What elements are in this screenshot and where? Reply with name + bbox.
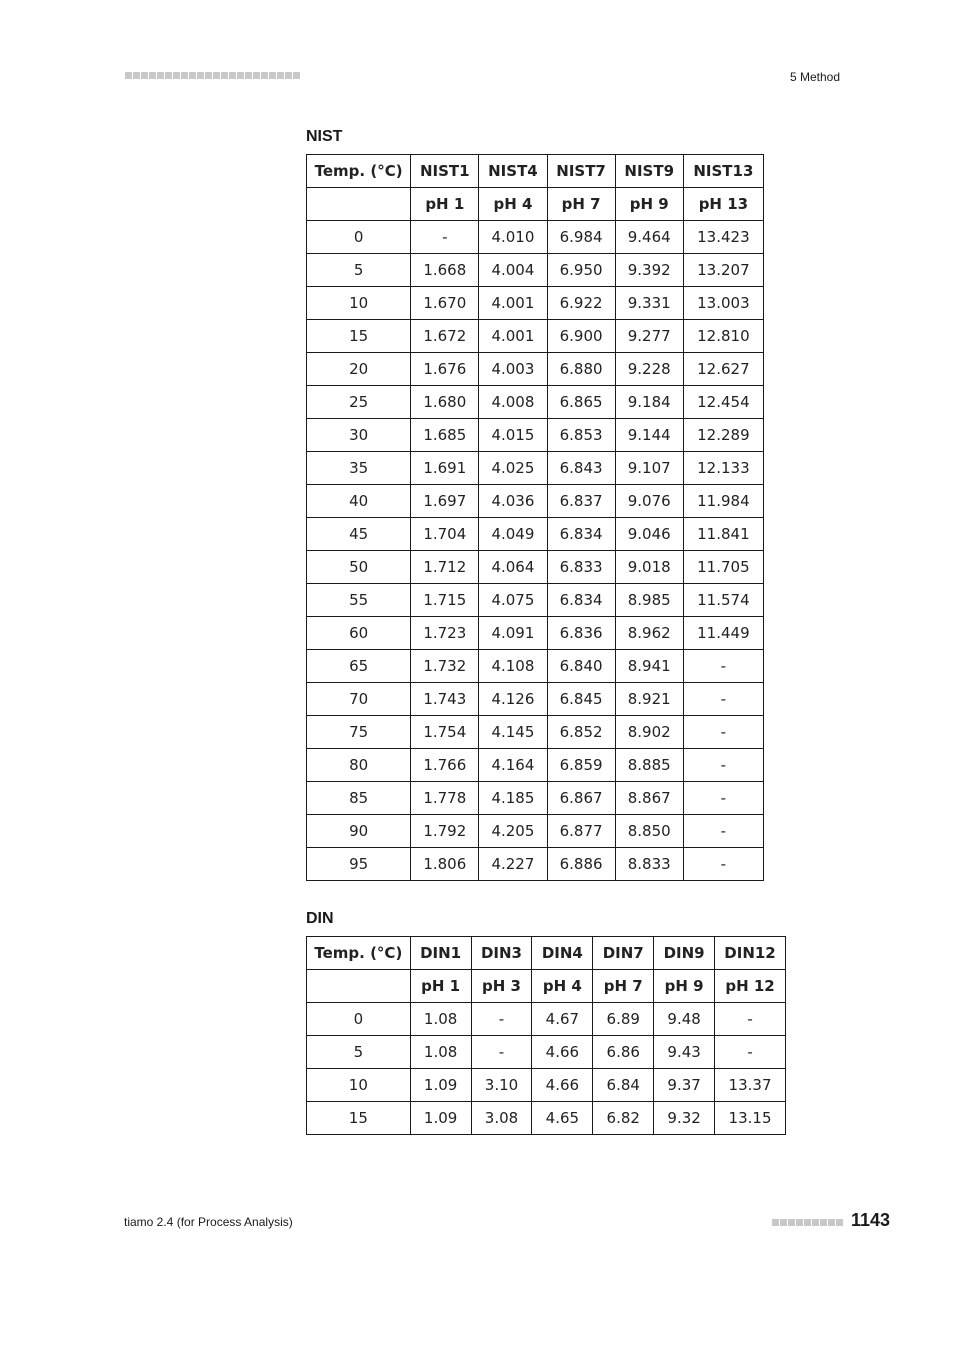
- table-cell: 13.37: [715, 1069, 786, 1102]
- running-header-section: 5 Method: [789, 70, 840, 84]
- table-cell: 11.574: [683, 584, 763, 617]
- table-cell: 1.778: [411, 782, 479, 815]
- table-row: [307, 650, 764, 683]
- table-row: [307, 1036, 786, 1069]
- table-cell: 80: [307, 749, 411, 782]
- table-cell: 6.877: [547, 815, 615, 848]
- table-cell: 1.676: [411, 353, 479, 386]
- table-cell: -: [471, 1003, 532, 1036]
- table-cell: pH 4: [532, 970, 593, 1003]
- table-cell: 9.32: [654, 1102, 715, 1135]
- table-cell: NIST7: [547, 155, 615, 188]
- table-cell: 9.48: [654, 1003, 715, 1036]
- table-row: [307, 551, 764, 584]
- table-cell: 1.712: [411, 551, 479, 584]
- table-cell: 4.65: [532, 1102, 593, 1135]
- table-row: [307, 419, 764, 452]
- table-cell: DIN1: [410, 937, 471, 970]
- table-cell: 4.66: [532, 1069, 593, 1102]
- table-header-row: [307, 188, 764, 221]
- table-cell: 50: [307, 551, 411, 584]
- table-cell: 8.885: [615, 749, 683, 782]
- table-cell: 8.833: [615, 848, 683, 881]
- table-cell: 6.89: [593, 1003, 654, 1036]
- table-row: [307, 1069, 786, 1102]
- table-cell: 6.865: [547, 386, 615, 419]
- table-row: [307, 254, 764, 287]
- table-cell: -: [715, 1003, 786, 1036]
- table-cell: 15: [307, 1102, 411, 1135]
- table-cell: 12.810: [683, 320, 763, 353]
- table-cell: -: [683, 650, 763, 683]
- table-cell: 1.685: [411, 419, 479, 452]
- table-cell: 0: [307, 1003, 411, 1036]
- table-cell: 1.08: [410, 1003, 471, 1036]
- table-cell: pH 1: [410, 970, 471, 1003]
- table-cell: DIN4: [532, 937, 593, 970]
- table-cell: 4.66: [532, 1036, 593, 1069]
- table-row: [307, 386, 764, 419]
- table-row: [307, 848, 764, 881]
- table-cell: 4.227: [479, 848, 547, 881]
- table-cell: 65: [307, 650, 411, 683]
- table-cell: DIN9: [654, 937, 715, 970]
- table-cell: -: [683, 716, 763, 749]
- table-cell: 9.43: [654, 1036, 715, 1069]
- table-cell: 8.850: [615, 815, 683, 848]
- table-cell: 3.10: [471, 1069, 532, 1102]
- table-cell: 85: [307, 782, 411, 815]
- table-cell: 6.833: [547, 551, 615, 584]
- table-cell: 4.008: [479, 386, 547, 419]
- table-cell: 4.145: [479, 716, 547, 749]
- table-cell: 40: [307, 485, 411, 518]
- table-cell: 15: [307, 320, 411, 353]
- table-cell: DIN3: [471, 937, 532, 970]
- table-cell: 4.075: [479, 584, 547, 617]
- table-cell: 1.715: [411, 584, 479, 617]
- table-cell: 1.806: [411, 848, 479, 881]
- table-cell: -: [683, 782, 763, 815]
- table-cell: 6.840: [547, 650, 615, 683]
- table-cell: 5: [307, 1036, 411, 1069]
- table-row: [307, 518, 764, 551]
- table-cell: 1.732: [411, 650, 479, 683]
- table-row: [307, 353, 764, 386]
- table-row: [307, 716, 764, 749]
- table-cell: pH 7: [593, 970, 654, 1003]
- table-row: [307, 617, 764, 650]
- table-cell: 6.852: [547, 716, 615, 749]
- table-row: [307, 683, 764, 716]
- table-cell: 4.036: [479, 485, 547, 518]
- table-cell: -: [471, 1036, 532, 1069]
- table-cell: 4.164: [479, 749, 547, 782]
- table-cell: 9.464: [615, 221, 683, 254]
- table-cell: pH 9: [654, 970, 715, 1003]
- table-cell: 9.277: [615, 320, 683, 353]
- table-row: [307, 452, 764, 485]
- table-cell: 9.018: [615, 551, 683, 584]
- table-cell: 6.859: [547, 749, 615, 782]
- table-cell: 60: [307, 617, 411, 650]
- table-cell: 1.697: [411, 485, 479, 518]
- table-cell: 6.834: [547, 584, 615, 617]
- nist-title: NIST: [306, 128, 343, 145]
- table-cell: 6.886: [547, 848, 615, 881]
- table-cell: 1.766: [411, 749, 479, 782]
- footer-product: tiamo 2.4 (for Process Analysis): [124, 1215, 293, 1229]
- table-cell: 5: [307, 254, 411, 287]
- table-cell: 8.962: [615, 617, 683, 650]
- table-cell: [307, 970, 411, 1003]
- table-cell: 4.064: [479, 551, 547, 584]
- table-cell: 4.67: [532, 1003, 593, 1036]
- table-cell: 6.836: [547, 617, 615, 650]
- table-cell: 12.454: [683, 386, 763, 419]
- table-cell: 9.331: [615, 287, 683, 320]
- table-cell: 4.004: [479, 254, 547, 287]
- table-cell: Temp. (°C): [307, 937, 411, 970]
- table-cell: 1.704: [411, 518, 479, 551]
- table-cell: 11.984: [683, 485, 763, 518]
- table-cell: 11.841: [683, 518, 763, 551]
- table-cell: 6.853: [547, 419, 615, 452]
- table-cell: 9.076: [615, 485, 683, 518]
- table-header-row: [307, 155, 764, 188]
- footer-decoration: [772, 1219, 843, 1226]
- table-cell: NIST13: [683, 155, 763, 188]
- table-cell: 1.792: [411, 815, 479, 848]
- table-cell: pH 9: [615, 188, 683, 221]
- table-cell: 9.228: [615, 353, 683, 386]
- table-cell: pH 1: [411, 188, 479, 221]
- table-row: [307, 749, 764, 782]
- table-cell: pH 4: [479, 188, 547, 221]
- table-cell: -: [715, 1036, 786, 1069]
- table-cell: 20: [307, 353, 411, 386]
- table-cell: 11.449: [683, 617, 763, 650]
- table-cell: 12.627: [683, 353, 763, 386]
- table-cell: 6.845: [547, 683, 615, 716]
- table-cell: 4.010: [479, 221, 547, 254]
- table-cell: 9.184: [615, 386, 683, 419]
- table-cell: 10: [307, 287, 411, 320]
- table-cell: 8.902: [615, 716, 683, 749]
- table-row: [307, 485, 764, 518]
- table-cell: Temp. (°C): [307, 155, 411, 188]
- table-cell: 6.950: [547, 254, 615, 287]
- table-cell: 9.392: [615, 254, 683, 287]
- table-cell: 6.82: [593, 1102, 654, 1135]
- table-cell: pH 13: [683, 188, 763, 221]
- table-cell: 1.08: [410, 1036, 471, 1069]
- table-cell: NIST9: [615, 155, 683, 188]
- table-cell: 6.843: [547, 452, 615, 485]
- table-cell: 45: [307, 518, 411, 551]
- table-cell: NIST1: [411, 155, 479, 188]
- table-cell: 25: [307, 386, 411, 419]
- table-cell: 6.984: [547, 221, 615, 254]
- table-cell: 10: [307, 1069, 411, 1102]
- table-cell: 1.09: [410, 1069, 471, 1102]
- table-cell: 6.867: [547, 782, 615, 815]
- table-cell: 6.922: [547, 287, 615, 320]
- table-cell: -: [683, 848, 763, 881]
- table-cell: 6.86: [593, 1036, 654, 1069]
- table-row: [307, 1003, 786, 1036]
- table-cell: 4.025: [479, 452, 547, 485]
- table-row: [307, 287, 764, 320]
- table-cell: 1.691: [411, 452, 479, 485]
- table-cell: 6.880: [547, 353, 615, 386]
- table-cell: 12.289: [683, 419, 763, 452]
- table-cell: 1.668: [411, 254, 479, 287]
- table-cell: 9.107: [615, 452, 683, 485]
- table-cell: -: [683, 749, 763, 782]
- table-cell: -: [683, 815, 763, 848]
- table-cell: 12.133: [683, 452, 763, 485]
- table-cell: 4.185: [479, 782, 547, 815]
- table-cell: 4.003: [479, 353, 547, 386]
- table-header-row: [307, 937, 786, 970]
- table-cell: 6.84: [593, 1069, 654, 1102]
- table-cell: 1.670: [411, 287, 479, 320]
- table-cell: 35: [307, 452, 411, 485]
- table-cell: 6.900: [547, 320, 615, 353]
- table-cell: 30: [307, 419, 411, 452]
- table-cell: 13.15: [715, 1102, 786, 1135]
- table-cell: 55: [307, 584, 411, 617]
- page-number: 1143: [850, 1210, 890, 1230]
- table-cell: 8.867: [615, 782, 683, 815]
- table-cell: DIN7: [593, 937, 654, 970]
- table-row: [307, 584, 764, 617]
- table-cell: DIN12: [715, 937, 786, 970]
- table-cell: [307, 188, 411, 221]
- nist-table: [306, 154, 764, 881]
- table-cell: 3.08: [471, 1102, 532, 1135]
- table-cell: 95: [307, 848, 411, 881]
- table-cell: 9.37: [654, 1069, 715, 1102]
- table-cell: NIST4: [479, 155, 547, 188]
- table-cell: pH 3: [471, 970, 532, 1003]
- table-cell: pH 7: [547, 188, 615, 221]
- table-cell: 0: [307, 221, 411, 254]
- table-cell: 13.423: [683, 221, 763, 254]
- table-cell: 4.001: [479, 287, 547, 320]
- table-cell: -: [411, 221, 479, 254]
- table-cell: 4.015: [479, 419, 547, 452]
- table-cell: 1.743: [411, 683, 479, 716]
- table-cell: 4.001: [479, 320, 547, 353]
- table-cell: 1.680: [411, 386, 479, 419]
- table-row: [307, 1102, 786, 1135]
- table-cell: -: [683, 683, 763, 716]
- table-cell: 70: [307, 683, 411, 716]
- table-cell: 6.837: [547, 485, 615, 518]
- table-cell: 9.046: [615, 518, 683, 551]
- table-header-row: [307, 970, 786, 1003]
- table-row: [307, 320, 764, 353]
- din-title: DIN: [306, 910, 334, 927]
- table-cell: 6.834: [547, 518, 615, 551]
- table-cell: 4.091: [479, 617, 547, 650]
- table-cell: 13.207: [683, 254, 763, 287]
- table-cell: 90: [307, 815, 411, 848]
- table-cell: 1.672: [411, 320, 479, 353]
- table-cell: 9.144: [615, 419, 683, 452]
- table-cell: 4.205: [479, 815, 547, 848]
- table-cell: 8.985: [615, 584, 683, 617]
- table-cell: pH 12: [715, 970, 786, 1003]
- table-cell: 4.126: [479, 683, 547, 716]
- table-row: [307, 782, 764, 815]
- table-row: [307, 221, 764, 254]
- table-cell: 4.108: [479, 650, 547, 683]
- table-cell: 1.09: [410, 1102, 471, 1135]
- table-row: [307, 815, 764, 848]
- table-cell: 1.754: [411, 716, 479, 749]
- table-cell: 8.921: [615, 683, 683, 716]
- header-decoration: [125, 71, 300, 81]
- table-cell: 13.003: [683, 287, 763, 320]
- table-cell: 1.723: [411, 617, 479, 650]
- table-cell: 8.941: [615, 650, 683, 683]
- din-table: [306, 936, 786, 1135]
- table-cell: 4.049: [479, 518, 547, 551]
- table-cell: 75: [307, 716, 411, 749]
- table-cell: 11.705: [683, 551, 763, 584]
